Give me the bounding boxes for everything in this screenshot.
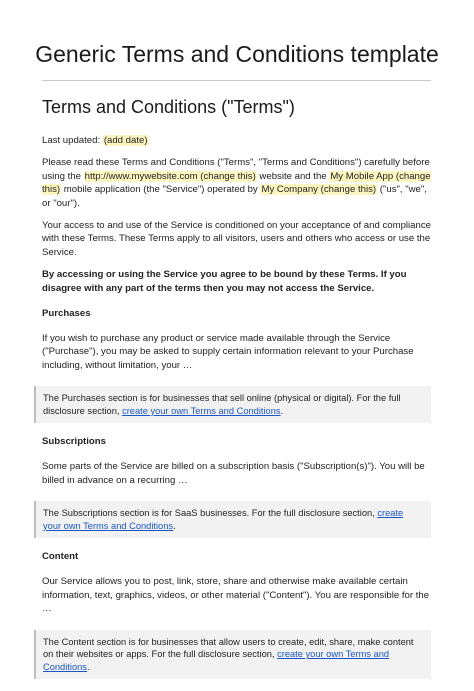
app-placeholder: My Mobile App (change this) [42,170,431,196]
purchases-create-terms-link[interactable]: create your own Terms and Conditions [122,405,281,416]
document-title: Generic Terms and Conditions template [35,41,439,67]
subscriptions-body: Some parts of the Service are billed on a subscription basis ("Subscription(s)"). You will be billed in advance on a recurring … [42,461,425,486]
last-updated-date-placeholder: (add date) [103,135,148,146]
content-note [34,630,431,680]
access-paragraph: Your access to and use of the Service is conditioned on your acceptance of and compliance with these Terms. These Terms apply to all visitors, users and others who access or use the Service. [42,220,431,258]
purchases-note [34,386,431,423]
intro-text-4: ("us", "we", or "our"). [42,184,427,209]
subscriptions-heading: Subscriptions [42,436,106,448]
purchases-heading: Purchases [42,308,91,320]
purchases-note-text: The Purchases section is for businesses that sell online (physical or digital). For the full disclosure section, [43,393,401,416]
terms-heading: Terms and Conditions ("Terms") [42,97,295,117]
website-placeholder: http://www.mywebsite.com (change this) [84,170,256,182]
purchases-note-end: . [280,405,284,416]
subscriptions-note-text: The Subscriptions section is for SaaS businesses. For the full disclosure section, [43,508,378,519]
last-updated-label: Last updated: [42,135,103,146]
company-placeholder: My Company (change this) [261,184,377,196]
content-note-end: . [86,661,90,672]
purchases-body: If you wish to purchase any product or service made available through the Service ("Purchase"), you may be asked to supply certain information relevant to your Purchase including, without limitation, your … [42,333,414,371]
content-body: Our Service allows you to post, link, store, share and otherwise make available certain information, text, graphics, videos, or other material ("Content"). You are responsible for the … [42,576,430,615]
content-note-text: The Content section is for businesses that allow users to create, edit, share, make content on their websites or apps. For the full disclosure section, [43,636,414,660]
intro-text-1: Please read these Terms and Conditions ("Terms", "Terms and Conditions") carefully before using the [42,157,430,182]
subscriptions-create-terms-link[interactable]: create your own Terms and Conditions [43,508,404,531]
content-heading: Content [42,551,79,563]
document-body [42,96,437,691]
last-updated-line [42,134,437,147]
title-divider [42,80,431,81]
intro-text-2: website and the [256,170,330,182]
intro-text-3: mobile application (the "Service") operated by [61,184,261,196]
agreement-paragraph: By accessing or using the Service you agree to be bound by these Terms. If you disagree with any part of the terms then you may not access the Service. [42,269,407,294]
content-create-terms-link[interactable]: create your own Terms and Conditions [43,649,390,672]
subscriptions-note [34,501,431,538]
intro-paragraph [42,156,437,210]
subscriptions-note-end: . [173,520,176,531]
